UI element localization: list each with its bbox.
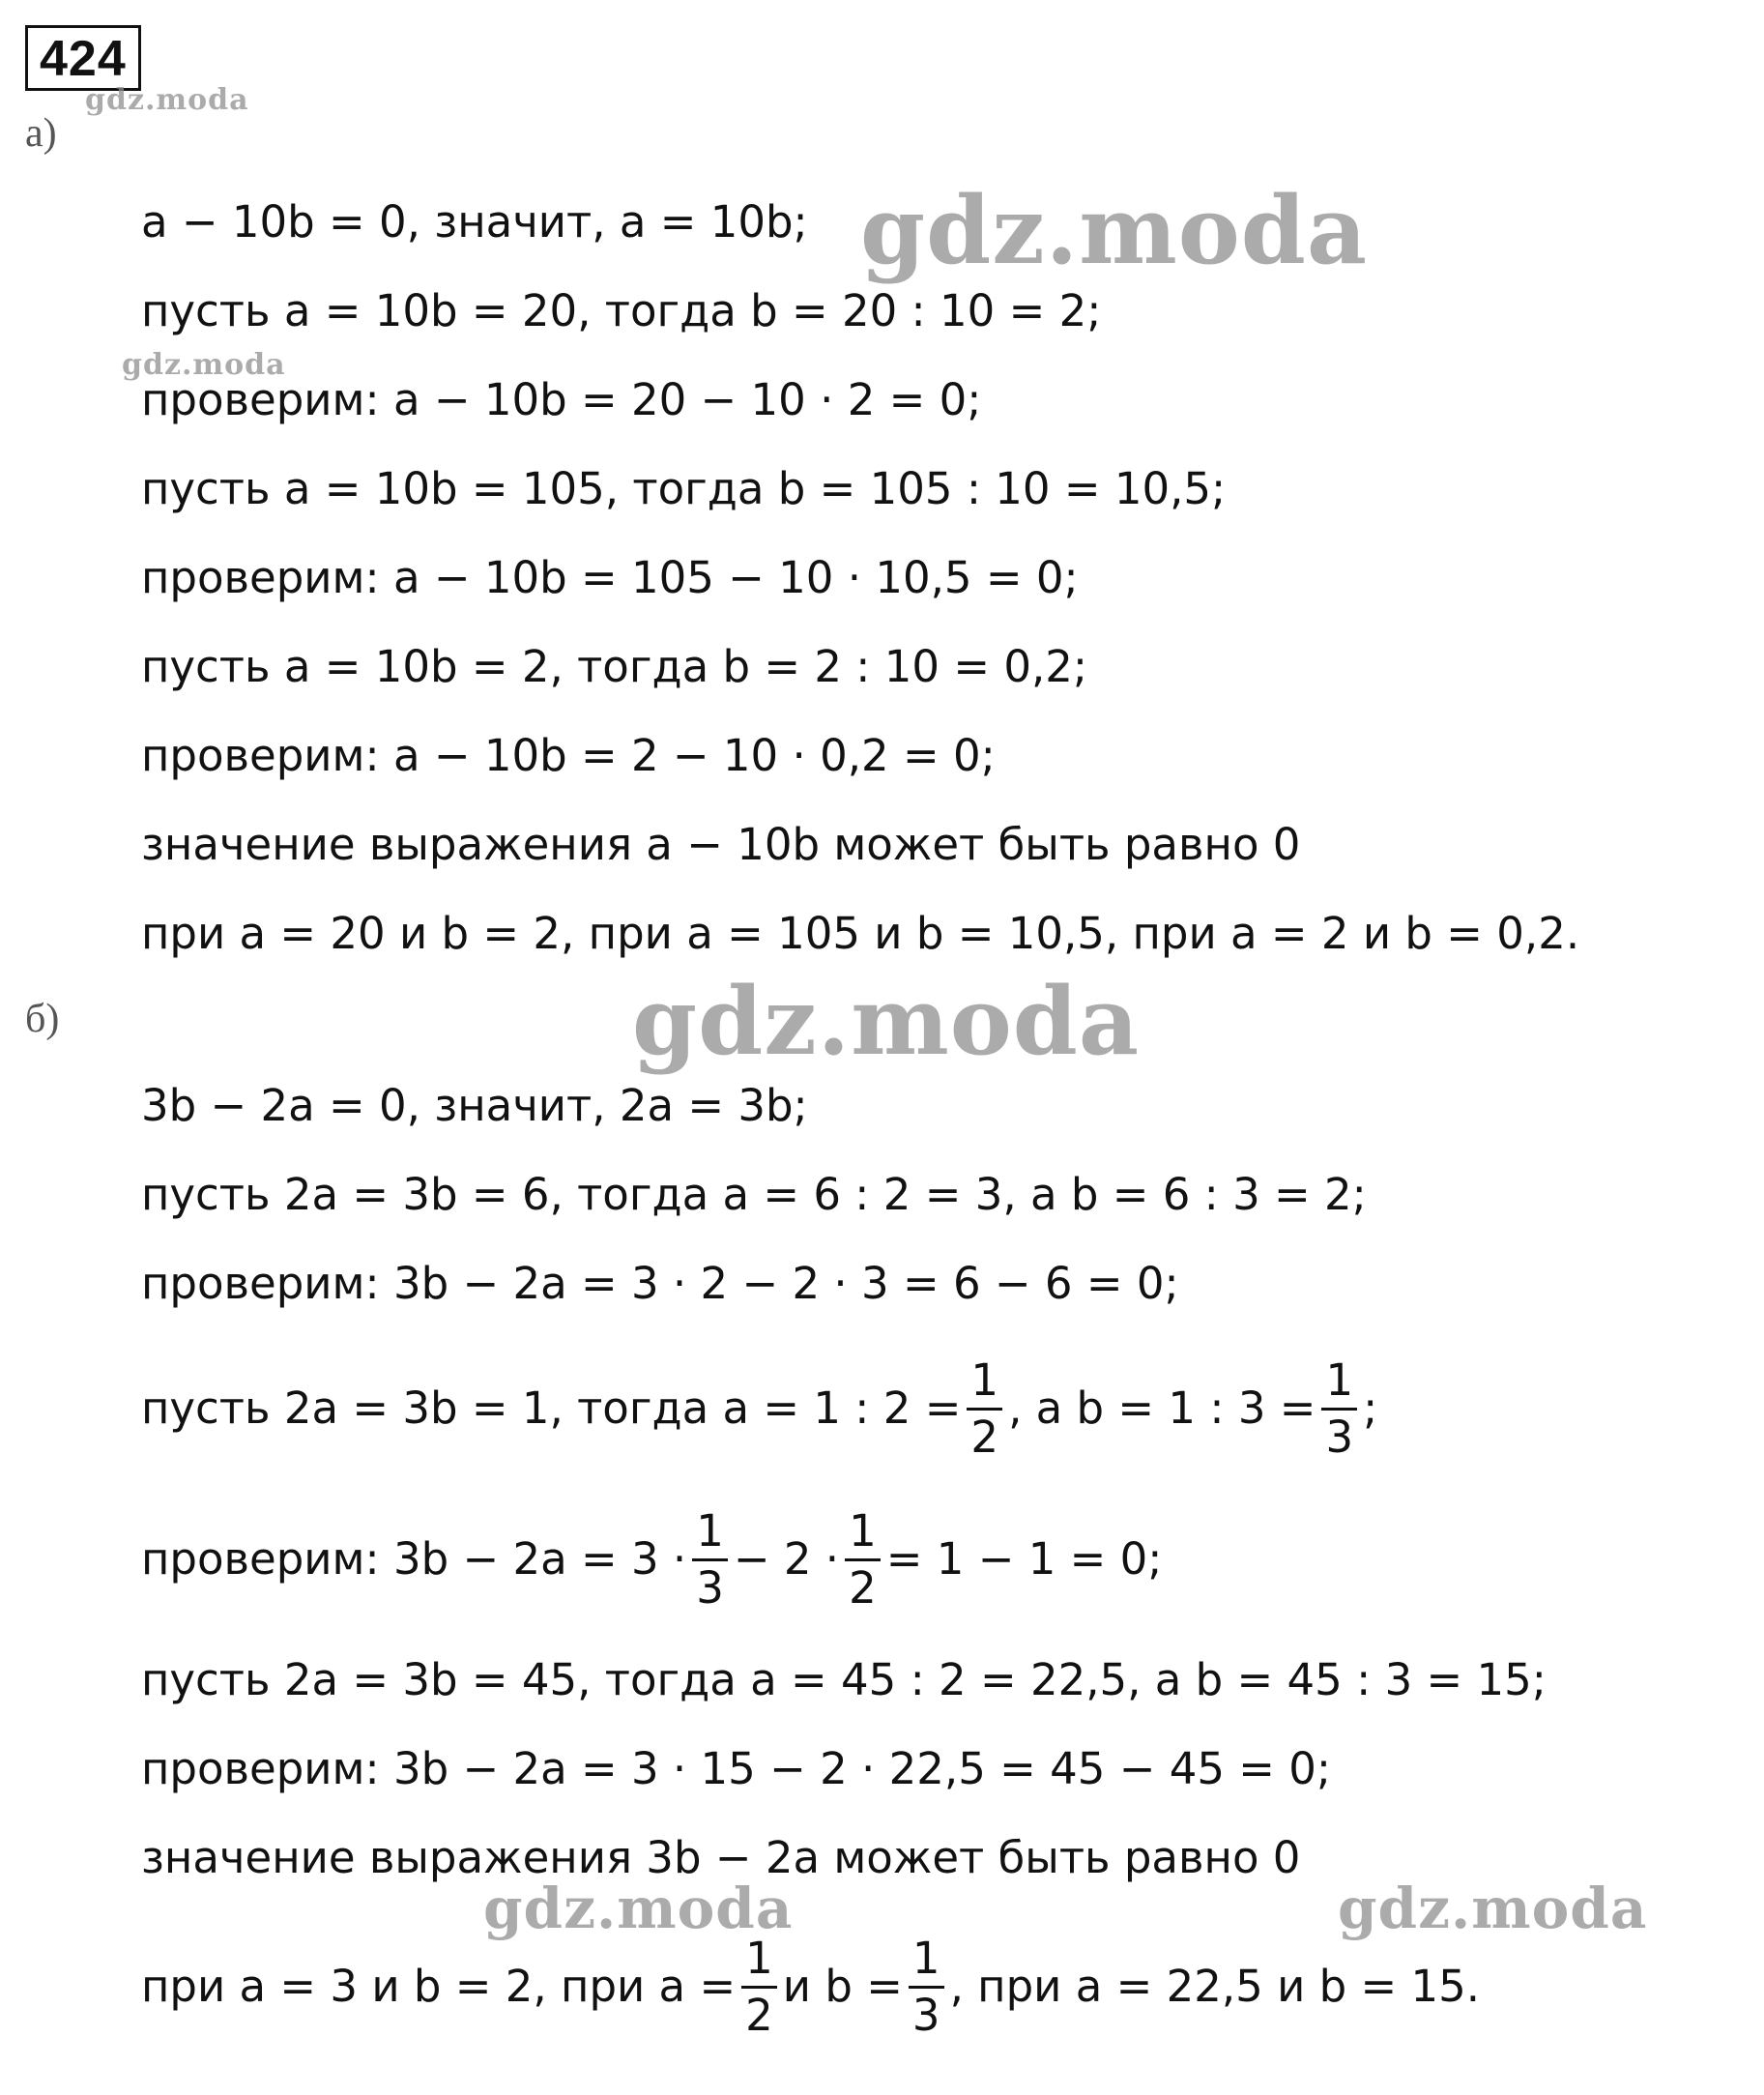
part-a-line: проверим: a − 10b = 20 − 10 · 2 = 0; <box>141 374 982 425</box>
part-b-line: проверим: 3b − 2a = 3 · 2 − 2 · 3 = 6 − 6 = 0; <box>141 1258 1179 1309</box>
fraction-bar <box>692 1558 728 1561</box>
fraction-bar <box>845 1558 881 1561</box>
watermark: gdz.moda <box>632 967 1141 1076</box>
problem-number: 424 <box>25 25 141 91</box>
fraction-denominator: 2 <box>745 1989 773 2041</box>
watermark: gdz.moda <box>483 1876 794 1941</box>
part-b-line: пусть 2a = 3b = 6, тогда a = 6 : 2 = 3, а b = 6 : 3 = 2; <box>141 1169 1367 1220</box>
watermark: gdz.moda <box>1338 1876 1648 1941</box>
watermark: gdz.moda <box>860 176 1369 285</box>
fraction <box>909 1934 944 2041</box>
text-segment: = 1 − 1 = 0; <box>885 1533 1163 1585</box>
fraction <box>741 1934 777 2041</box>
text-segment: − 2 · <box>733 1533 840 1585</box>
watermark: gdz.moda <box>85 83 249 117</box>
fraction-numerator: 1 <box>849 1504 877 1557</box>
text-segment: проверим: 3b − 2a = 3 · <box>141 1533 687 1585</box>
fraction-numerator: 1 <box>970 1353 999 1406</box>
part-b-label: б) <box>25 997 60 1041</box>
fraction-bar <box>967 1408 1002 1411</box>
part-b-line: пусть 2a = 3b = 45, тогда a = 45 : 2 = 22,5, а b = 45 : 3 = 15; <box>141 1654 1547 1705</box>
part-a-line: пусть a = 10b = 105, тогда b = 105 : 10 = 10,5; <box>141 463 1227 514</box>
fraction <box>692 1506 728 1614</box>
fraction-bar <box>909 1986 944 1989</box>
fraction-numerator: 1 <box>696 1504 724 1557</box>
fraction <box>845 1506 881 1614</box>
text-segment: , а b = 1 : 3 = <box>1008 1382 1316 1434</box>
fraction-bar <box>1321 1408 1357 1411</box>
fraction-denominator: 3 <box>1325 1411 1354 1463</box>
fraction-numerator: 1 <box>1325 1353 1354 1406</box>
part-a-line: a − 10b = 0, значит, a = 10b; <box>141 196 808 247</box>
fraction-numerator: 1 <box>745 1932 773 1984</box>
fraction <box>967 1355 1002 1463</box>
part-b-line <box>141 1924 1480 2050</box>
part-a-line: проверим: a − 10b = 2 − 10 · 0,2 = 0; <box>141 730 996 781</box>
part-b-line: 3b − 2a = 0, значит, 2a = 3b; <box>141 1080 808 1131</box>
text-segment: и b = <box>782 1961 903 2012</box>
text-segment: пусть 2a = 3b = 1, тогда a = 1 : 2 = <box>141 1382 962 1434</box>
part-b-line: проверим: 3b − 2a = 3 · 15 − 2 · 22,5 = 45 − 45 = 0; <box>141 1743 1332 1794</box>
part-a-line: проверим: a − 10b = 105 − 10 · 10,5 = 0; <box>141 552 1079 603</box>
text-segment: , при a = 22,5 и b = 15. <box>949 1961 1481 2012</box>
text-segment: ; <box>1363 1382 1378 1434</box>
part-a-line: пусть a = 10b = 2, тогда b = 2 : 10 = 0,2; <box>141 641 1088 692</box>
part-a-line: при a = 20 и b = 2, при a = 105 и b = 10,5, при a = 2 и b = 0,2. <box>141 908 1580 959</box>
part-b-line <box>141 1346 1377 1471</box>
text-segment: при a = 3 и b = 2, при a = <box>141 1961 737 2012</box>
part-a-line: пусть a = 10b = 20, тогда b = 20 : 10 = 2; <box>141 285 1102 336</box>
fraction-numerator: 1 <box>911 1932 940 1984</box>
fraction-bar <box>741 1986 777 1989</box>
watermark: gdz.moda <box>122 348 286 382</box>
part-a-label: а) <box>25 111 57 156</box>
fraction <box>1321 1355 1357 1463</box>
fraction-denominator: 3 <box>911 1989 940 2041</box>
fraction-denominator: 3 <box>696 1561 724 1614</box>
fraction-denominator: 2 <box>970 1411 999 1463</box>
fraction-denominator: 2 <box>849 1561 877 1614</box>
part-b-line: значение выражения 3b − 2a может быть равно 0 <box>141 1832 1301 1883</box>
part-b-line <box>141 1497 1162 1622</box>
part-a-line: значение выражения a − 10b может быть равно 0 <box>141 819 1301 870</box>
